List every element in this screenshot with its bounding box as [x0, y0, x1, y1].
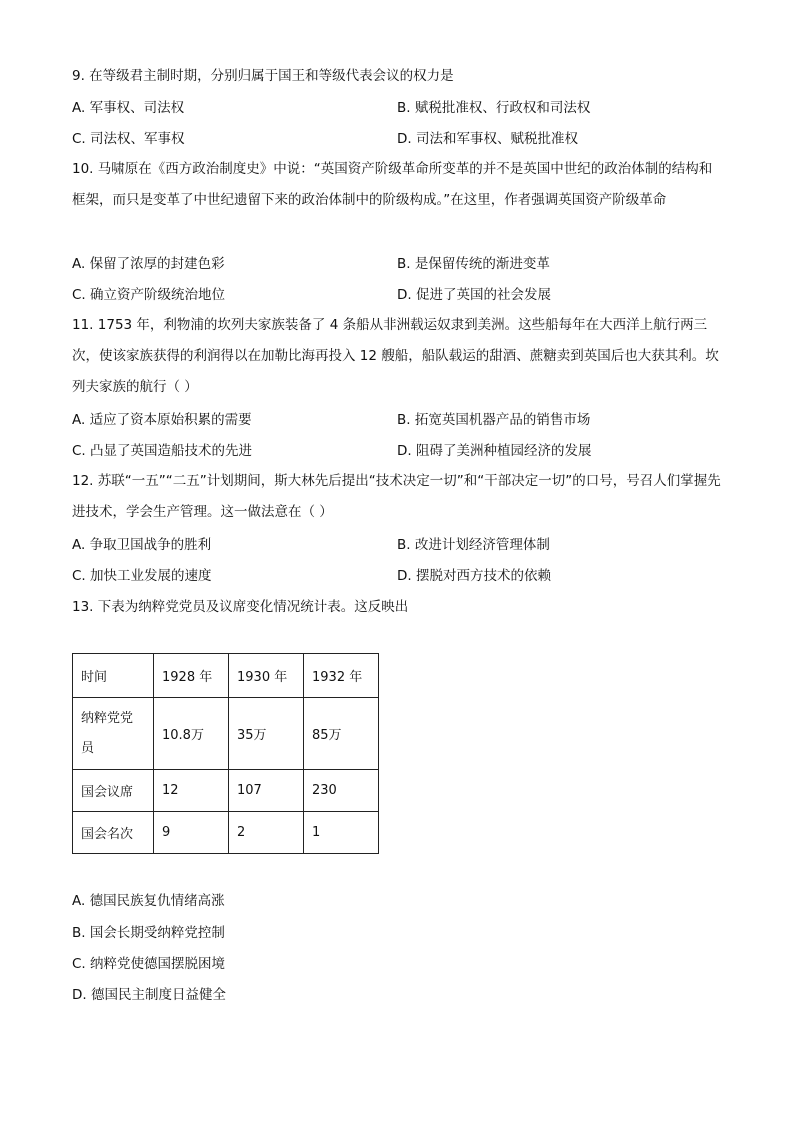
question-11-option-a: A. 适应了资本原始积累的需要	[72, 412, 252, 428]
question-12-option-c: C. 加快工业发展的速度	[72, 568, 212, 584]
table-cell: 纳粹党党员	[73, 698, 154, 770]
question-13-option-c: C. 纳粹党使德国摆脱困境	[72, 956, 226, 972]
question-11-option-d: D. 阻碍了美洲种植园经济的发展	[397, 443, 592, 459]
table-cell: 85万	[304, 698, 379, 770]
question-10-option-d: D. 促进了英国的社会发展	[397, 287, 551, 303]
question-10-option-c: C. 确立资产阶级统治地位	[72, 287, 226, 303]
table-cell: 107	[229, 770, 304, 812]
question-10-option-a: A. 保留了浓厚的封建色彩	[72, 256, 225, 272]
question-13-option-b: B. 国会长期受纳粹党控制	[72, 925, 225, 941]
question-11-option-c: C. 凸显了英国造船技术的先进	[72, 443, 253, 459]
question-9-stem: 9. 在等级君主制时期，分别归属于国王和等级代表会议的权力是	[72, 68, 454, 84]
question-11-stem: 11. 1753 年，利物浦的坎列夫家族装备了 4 条船从非洲载运奴隶到美洲。这些船每年在大西洋上航行两三次，使该家族获得的利润得以在加勒比海再投入 12 艘船，船队载运的甜酒、蔗糖卖到英国后也大获其利。坎列夫家族的航行（ ）	[72, 317, 719, 395]
question-9-option-d: D. 司法和军事权、赋税批准权	[397, 131, 578, 147]
table-header-cell: 时间	[73, 654, 154, 698]
table-header-cell: 1930 年	[229, 654, 304, 698]
question-10-stem: 10. 马啸原在《西方政治制度史》中说：“英国资产阶级革命所变革的并不是英国中世纪的政治体制的结构和框架，而只是变革了中世纪遗留下来的政治体制中的阶级构成。”在这里，作者强调英国资产阶级革命	[72, 161, 713, 208]
table-cell: 10.8万	[154, 698, 229, 770]
table-row	[73, 770, 379, 812]
question-13-option-d: D. 德国民主制度日益健全	[72, 987, 226, 1003]
table-cell: 35万	[229, 698, 304, 770]
question-12-stem: 12. 苏联“一五”“二五”计划期间，斯大林先后提出“技术决定一切”和“干部决定一切”的口号，号召人们掌握先进技术，学会生产管理。这一做法意在（ ）	[72, 473, 721, 520]
question-12-option-d: D. 摆脱对西方技术的依赖	[397, 568, 551, 584]
table-cell: 230	[304, 770, 379, 812]
question-9-option-a: A. 军事权、司法权	[72, 100, 185, 116]
question-11-option-b: B. 拓宽英国机器产品的销售市场	[397, 412, 591, 428]
question-12-option-b: B. 改进计划经济管理体制	[397, 537, 550, 553]
table-header-cell: 1932 年	[304, 654, 379, 698]
question-10-option-b: B. 是保留传统的渐进变革	[397, 256, 550, 272]
table-row	[73, 812, 379, 854]
table-cell: 国会议席	[73, 770, 154, 812]
table-cell: 2	[229, 812, 304, 854]
table-row	[73, 698, 379, 770]
question-12-option-a: A. 争取卫国战争的胜利	[72, 537, 212, 553]
table-cell: 9	[154, 812, 229, 854]
table-header-row	[73, 654, 379, 698]
question-13-option-a: A. 德国民族复仇情绪高涨	[72, 893, 225, 909]
table-cell: 国会名次	[73, 812, 154, 854]
question-13-stem: 13. 下表为纳粹党党员及议席变化情况统计表。这反映出	[72, 599, 409, 615]
table-cell: 1	[304, 812, 379, 854]
table-cell: 12	[154, 770, 229, 812]
nazi-party-stats-table	[72, 653, 379, 854]
question-9-option-b: B. 赋税批准权、行政权和司法权	[397, 100, 591, 116]
table-header-cell: 1928 年	[154, 654, 229, 698]
question-9-option-c: C. 司法权、军事权	[72, 131, 185, 147]
